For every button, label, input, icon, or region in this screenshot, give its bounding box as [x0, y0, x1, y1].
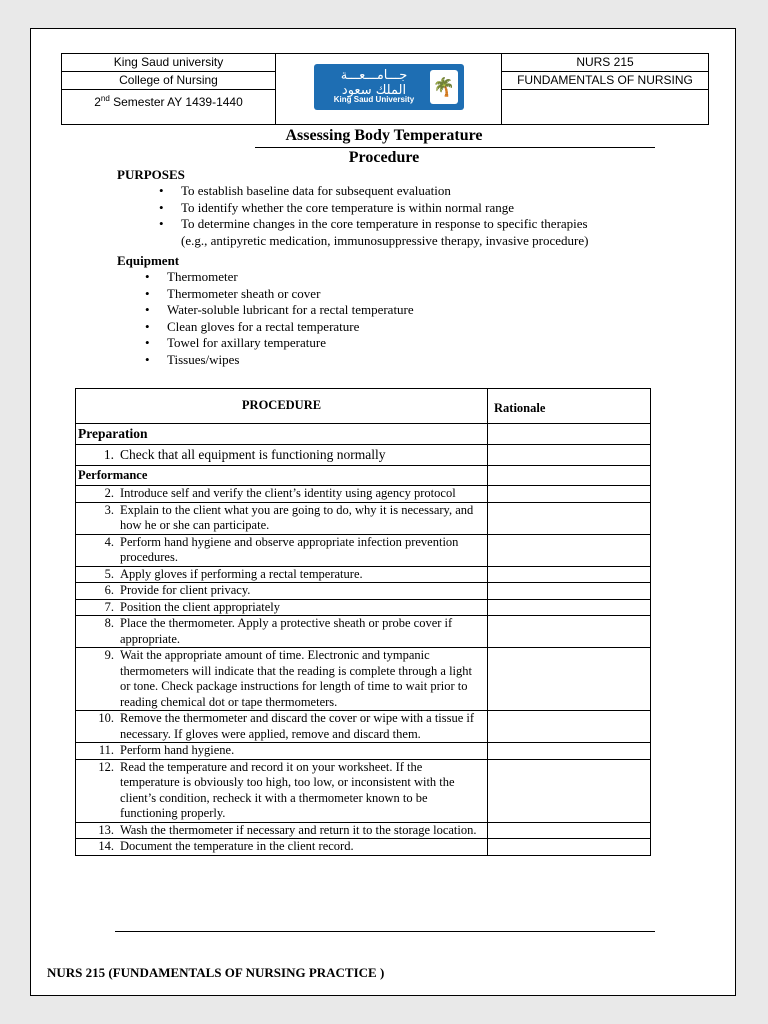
- table-row: 6. Provide for client privacy.: [76, 583, 651, 600]
- step-text: Wash the thermometer if necessary and return it to the storage location.: [120, 822, 477, 837]
- semester: 2nd Semester AY 1439-1440: [94, 94, 243, 109]
- equipment-list: [141, 269, 414, 368]
- document-page: [30, 28, 736, 996]
- table-row: [76, 466, 651, 486]
- step-text: Place the thermometer. Apply a protective sheath or probe cover if appropriate.: [120, 616, 453, 646]
- step-text: Check that all equipment is functioning normally: [120, 447, 386, 462]
- step-text: Perform hand hygiene and observe appropriate infection prevention procedures.: [120, 534, 459, 564]
- table-row: 1. Check that all equipment is functioning normally: [76, 445, 651, 466]
- step-text: Position the client appropriately: [120, 599, 281, 614]
- document-subtitle: Procedure: [348, 149, 420, 166]
- logo-english: King Saud University: [333, 95, 415, 104]
- course-code: NURS 215: [502, 54, 708, 72]
- table-row: 7. Position the client appropriately: [76, 599, 651, 616]
- list-item: • To establish baseline data for subsequent evaluation: [155, 183, 588, 200]
- purposes-continuation: (e.g., antipyretic medication, immunosuppressive therapy, invasive procedure): [181, 233, 589, 248]
- list-item: • Towel for axillary temperature: [141, 335, 414, 352]
- table-row: 12. Read the temperature and record it on your worksheet. If the temperature is obviously too high, too low, or inconsistent with the client’s condition, recheck it with a thermometer known to be functioning properly.: [76, 759, 651, 822]
- step-text: Apply gloves if performing a rectal temperature.: [120, 566, 363, 581]
- table-row: 10. Remove the thermometer and discard the cover or wipe with a tissue if necessary. If gloves were applied, remove and discard them.: [76, 711, 651, 743]
- table-row: [76, 424, 651, 445]
- course-info: [502, 54, 708, 124]
- title-underline: [255, 147, 655, 148]
- list-item: • Water-soluble lubricant for a rectal temperature: [141, 302, 414, 319]
- step-text: Document the temperature in the client record.: [120, 839, 354, 853]
- table-row: 9. Wait the appropriate amount of time. Electronic and tympanic thermometers will indicate that the reading is complete through a light or tone. Check package instructions for length of time to wait prior to reading chemical dot or tape thermometers.: [76, 648, 651, 711]
- college-name: College of Nursing: [62, 72, 275, 90]
- procedure-column-header: PROCEDURE: [76, 389, 488, 424]
- table-row: 14. Document the temperature in the client record.: [76, 839, 651, 856]
- table-row: 13. Wash the thermometer if necessary and return it to the storage location.: [76, 822, 651, 839]
- procedure-table: [75, 388, 651, 856]
- step-text: Perform hand hygiene.: [120, 743, 235, 757]
- page-footer: NURS 215 (FUNDAMENTALS OF NURSING PRACTICE ): [47, 965, 385, 980]
- list-item: • Clean gloves for a rectal temperature: [141, 319, 414, 336]
- table-row: 3. Explain to the client what you are going to do, why it is necessary, and how he or she can participate.: [76, 502, 651, 534]
- logo-cell: [276, 54, 502, 124]
- rationale-column-header: Rationale: [488, 389, 651, 424]
- step-text: Remove the thermometer and discard the cover or wipe with a tissue if necessary. If gloves were applied, remove and discard them.: [120, 711, 475, 741]
- step-text: Explain to the client what you are going to do, why it is necessary, and how he or she can participate.: [120, 502, 474, 532]
- list-item: • Thermometer: [141, 269, 414, 286]
- purposes-heading: PURPOSES: [117, 167, 185, 182]
- purposes-list: [155, 183, 588, 233]
- performance-label: Performance: [76, 466, 488, 486]
- equipment-heading: Equipment: [117, 253, 180, 268]
- table-row: 11. Perform hand hygiene.: [76, 743, 651, 760]
- footer-divider: [115, 931, 655, 932]
- table-row: 5. Apply gloves if performing a rectal temperature.: [76, 566, 651, 583]
- step-text: Read the temperature and record it on your worksheet. If the temperature is obviously too high, too low, or inconsistent with the client’s condition, recheck it with a thermometer known to be functioning properly.: [120, 759, 455, 820]
- ksu-logo: [314, 64, 464, 110]
- list-item: • To identify whether the core temperature is within normal range: [155, 200, 588, 217]
- table-row: 2. Introduce self and verify the client’s identity using agency protocol: [76, 486, 651, 503]
- preparation-label: Preparation: [76, 424, 488, 445]
- table-header-row: [76, 389, 651, 424]
- course-name: FUNDAMENTALS OF NURSING: [502, 72, 708, 90]
- list-item: • Thermometer sheath or cover: [141, 286, 414, 303]
- list-item: • To determine changes in the core temperature in response to specific therapies: [155, 216, 588, 233]
- university-name: King Saud university: [62, 54, 275, 72]
- logo-arabic: جـــامـــعـــة الملك سعود: [340, 68, 408, 98]
- document-title: Assessing Body Temperature: [285, 127, 483, 144]
- document-header: [61, 53, 709, 125]
- palm-emblem-icon: 🌴: [430, 70, 458, 104]
- step-text: Wait the appropriate amount of time. Electronic and tympanic thermometers will indicate that the reading is complete through a light or tone. Check package instructions for length of time to wait prior to reading chemical dot or tape thermometers.: [120, 648, 472, 709]
- table-row: 8. Place the thermometer. Apply a protective sheath or probe cover if appropriate.: [76, 616, 651, 648]
- list-item: • Tissues/wipes: [141, 352, 414, 369]
- step-text: Provide for client privacy.: [120, 583, 251, 597]
- step-text: Introduce self and verify the client’s identity using agency protocol: [120, 486, 456, 500]
- table-row: 4. Perform hand hygiene and observe appropriate infection prevention procedures.: [76, 534, 651, 566]
- institution-info: [62, 54, 276, 124]
